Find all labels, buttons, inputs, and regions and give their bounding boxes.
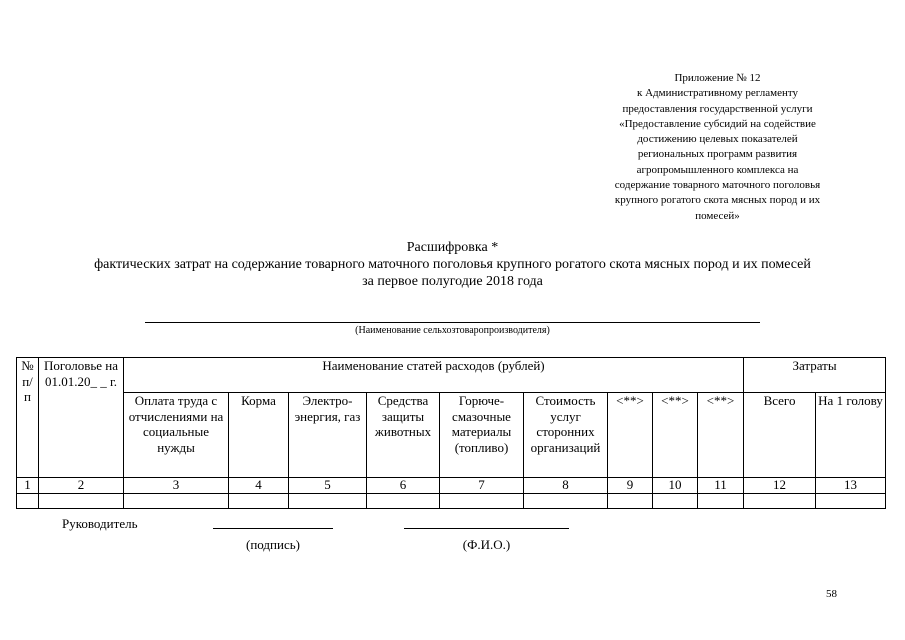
signature-caption: (подпись): [246, 537, 300, 552]
appendix-line: «Предоставление субсидий на содействие: [619, 117, 816, 130]
appendix-line: региональных программ развития: [637, 148, 798, 161]
header-energy: Электро-энергия, газ: [289, 393, 367, 478]
header-number: № п/п: [17, 358, 39, 478]
column-number: 8: [524, 478, 608, 494]
producer-caption: (Наименование сельхозтоваропроизводителя): [355, 325, 550, 336]
header-other-3: <**>: [698, 393, 744, 478]
header-other-2: <**>: [653, 393, 698, 478]
title-line-1: Расшифровка *: [406, 240, 499, 255]
header-livestock: Поголовье на 01.01.20_ _ г.: [39, 358, 124, 478]
column-number: 1: [17, 478, 39, 494]
appendix-line: к Административному регламенту: [636, 87, 799, 100]
header-expenses-group: Наименование статей расходов (рублей): [124, 358, 744, 393]
appendix-line: помесей»: [695, 209, 740, 222]
title-line-2: фактических затрат на содержание товарного маточного поголовья крупного рогатого скота мясных пород и их помесей: [94, 257, 811, 272]
table-cell[interactable]: [816, 494, 886, 509]
header-total: Всего: [744, 393, 816, 478]
column-number: 12: [744, 478, 816, 494]
appendix-line: агропромышленного комплекса на: [636, 163, 799, 176]
page-number: 58: [826, 588, 837, 600]
column-number: 6: [367, 478, 440, 494]
header-costs-group: Затраты: [744, 358, 886, 393]
column-number: 9: [608, 478, 653, 494]
table-cell[interactable]: [698, 494, 744, 509]
header-feed: Корма: [229, 393, 289, 478]
header-fuel: Горюче-смазочные материалы (топливо): [440, 393, 524, 478]
signature-label: Руководитель: [62, 516, 138, 531]
header-per-head: На 1 голову: [816, 393, 886, 478]
column-number: 13: [816, 478, 886, 494]
table-cell[interactable]: [17, 494, 39, 509]
full-name-line[interactable]: [404, 528, 569, 529]
header-services: Стоимость услуг сторонних организаций: [524, 393, 608, 478]
title-line-3: за первое полугодие 2018 года: [362, 274, 543, 289]
appendix-line: содержание товарного маточного поголовья: [614, 179, 821, 192]
table-cell[interactable]: [289, 494, 367, 509]
column-number: 7: [440, 478, 524, 494]
expense-table: [16, 357, 886, 509]
producer-name-line: [145, 322, 760, 323]
table-cell[interactable]: [744, 494, 816, 509]
column-number-row: [17, 478, 886, 494]
signature-line[interactable]: [213, 528, 333, 529]
appendix-line: предоставления государственной услуги: [622, 102, 813, 115]
column-number: 11: [698, 478, 744, 494]
column-number: 5: [289, 478, 367, 494]
header-labor: Оплата труда с отчислениями на социальные нужды: [124, 393, 229, 478]
appendix-line: Приложение № 12: [674, 72, 761, 84]
column-number: 4: [229, 478, 289, 494]
header-other-1: <**>: [608, 393, 653, 478]
full-name-caption: (Ф.И.О.): [462, 537, 511, 552]
column-number: 10: [653, 478, 698, 494]
column-number: 2: [39, 478, 124, 494]
document-title: [0, 239, 905, 290]
header-animal-protection: Средства защиты животных: [367, 393, 440, 478]
appendix-line: крупного рогатого скота мясных пород и их: [614, 194, 821, 207]
appendix-header: [570, 71, 865, 224]
table-row: [17, 494, 886, 509]
table-cell[interactable]: [524, 494, 608, 509]
table-cell[interactable]: [39, 494, 124, 509]
table-cell[interactable]: [440, 494, 524, 509]
table-cell[interactable]: [608, 494, 653, 509]
column-number: 3: [124, 478, 229, 494]
appendix-line: достижению целевых показателей: [637, 133, 798, 146]
table-cell[interactable]: [229, 494, 289, 509]
table-cell[interactable]: [124, 494, 229, 509]
table-cell[interactable]: [367, 494, 440, 509]
table-cell[interactable]: [653, 494, 698, 509]
